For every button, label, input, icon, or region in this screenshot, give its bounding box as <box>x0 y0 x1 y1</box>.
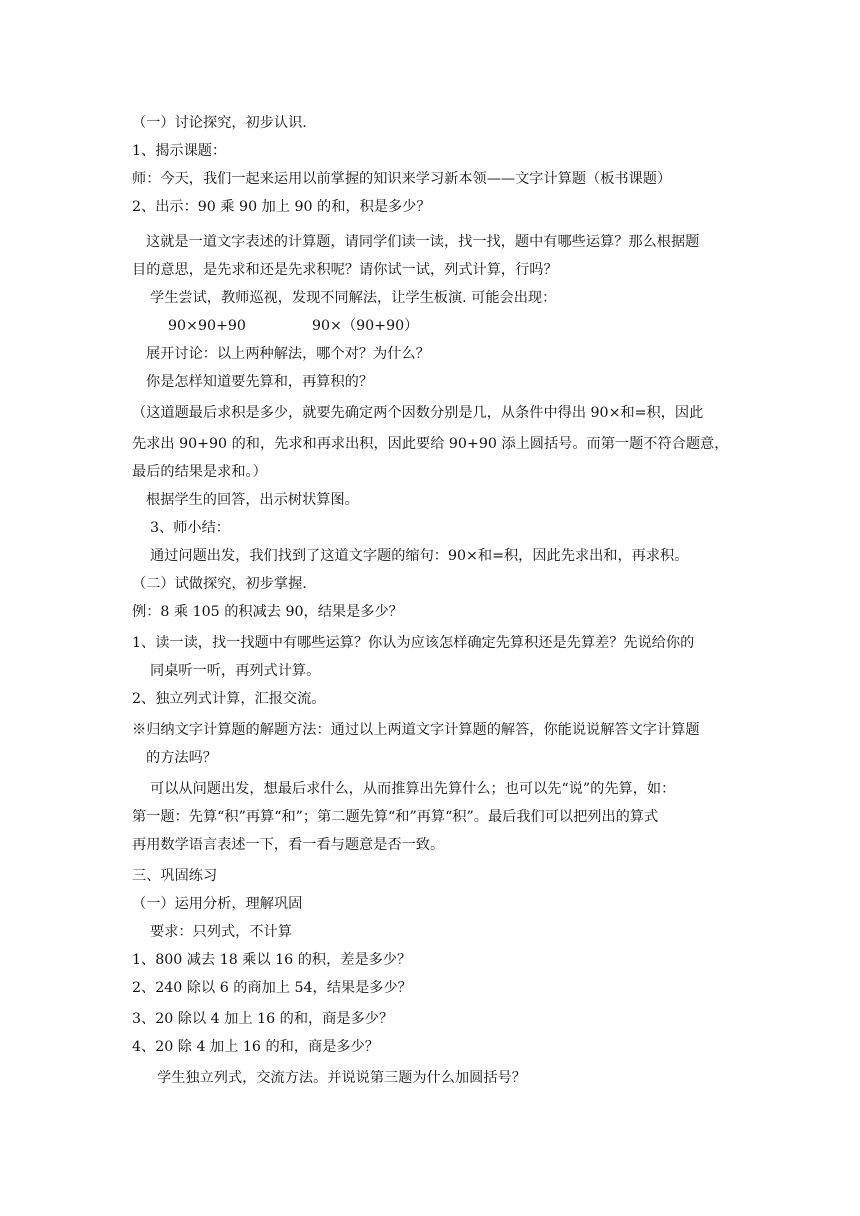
list-item: 1、读一读，找一找题中有哪些运算？你认为应该怎样确定先算积还是先算差？先说给你的 <box>132 635 695 651</box>
expression-a: 90×90+90 <box>168 318 246 334</box>
method-summary: ※归纳文字计算题的解题方法：通过以上两道文字计算题的解答，你能说说解答文字计算题 <box>132 722 700 738</box>
paragraph-line: 第一题：先算“积”再算“和”；第二题先算“和”再算“积”。最后我们可以把列出的算式 <box>132 809 659 825</box>
list-item: 2、独立列式计算，汇报交流。 <box>132 691 326 707</box>
exercise-item: 1、800 减去 18 乘以 16 的积，差是多少？ <box>132 952 412 968</box>
teacher-intro: 师：今天，我们一起来运用以前掌握的知识来学习新本领——文字计算题（板书课题） <box>132 171 672 187</box>
paragraph-line: 你是怎样知道要先算和，再算积的？ <box>146 374 374 390</box>
exercise-item: 4、20 除 4 加上 16 的和，商是多少？ <box>132 1039 379 1055</box>
paragraph-line: （这道题最后求积是多少，就要先确定两个因数分别是几，从条件中得出 90×和=积，因此 <box>132 405 704 421</box>
paragraph-line: 学生尝试，教师巡视，发现不同解法，让学生板演. 可能会出现： <box>150 290 557 306</box>
step-reveal-topic: 1、揭示课题： <box>132 143 227 159</box>
paragraph-line: 通过问题出发，我们找到了这道文字题的缩句：90×和=积，因此先求出和，再求积。 <box>150 548 689 564</box>
step-show-problem: 2、出示：90 乘 90 加上 90 的和，积是多少？ <box>132 199 431 215</box>
section-heading-trial: （二）试做探究，初步掌握. <box>132 576 307 592</box>
teacher-summary-heading: 3、师小结： <box>150 520 230 536</box>
subsection-heading: （一）运用分析，理解巩固 <box>132 896 303 912</box>
section-heading-discussion: （一）讨论探究，初步认识. <box>132 115 307 131</box>
expression-b: 90×（90+90） <box>312 318 419 334</box>
paragraph-line: 展开讨论：以上两种解法，哪个对？为什么？ <box>146 346 430 362</box>
paragraph-line: 根据学生的回答，出示树状算图。 <box>146 492 359 508</box>
exercise-item: 3、20 除以 4 加上 16 的和，商是多少？ <box>132 1011 394 1027</box>
method-summary-continued: 的方法吗？ <box>146 750 217 766</box>
list-item-continued: 同桌听一听，再列式计算。 <box>150 663 321 679</box>
paragraph-line: 目的意思，是先求和还是先求积呢？请你试一试，列式计算，行吗？ <box>132 262 558 278</box>
paragraph-line: 再用数学语言表述一下，看一看与题意是否一致。 <box>132 837 445 853</box>
requirement-text: 要求：只列式，不计算 <box>150 924 292 940</box>
paragraph-line: 这就是一道文字表述的计算题，请同学们读一读，找一找，题中有哪些运算？那么根据题 <box>146 234 700 250</box>
paragraph-line: 可以从问题出发，想最后求什么，从而推算出先算什么；也可以先“说”的先算，如： <box>150 781 676 797</box>
section-heading-practice: 三、巩固练习 <box>132 868 218 884</box>
example-problem: 例：8 乘 105 的积减去 90，结果是多少？ <box>132 604 403 620</box>
paragraph-line: 学生独立列式，交流方法。并说说第三题为什么加圆括号？ <box>157 1070 526 1086</box>
paragraph-line: 先求出 90+90 的和，先求和再求出积，因此要给 90+90 添上圆括号。而第一题不符合题意， <box>132 436 729 452</box>
paragraph-line: 最后的结果是求和。） <box>132 464 267 480</box>
exercise-item: 2、240 除以 6 的商加上 54，结果是多少？ <box>132 980 412 996</box>
